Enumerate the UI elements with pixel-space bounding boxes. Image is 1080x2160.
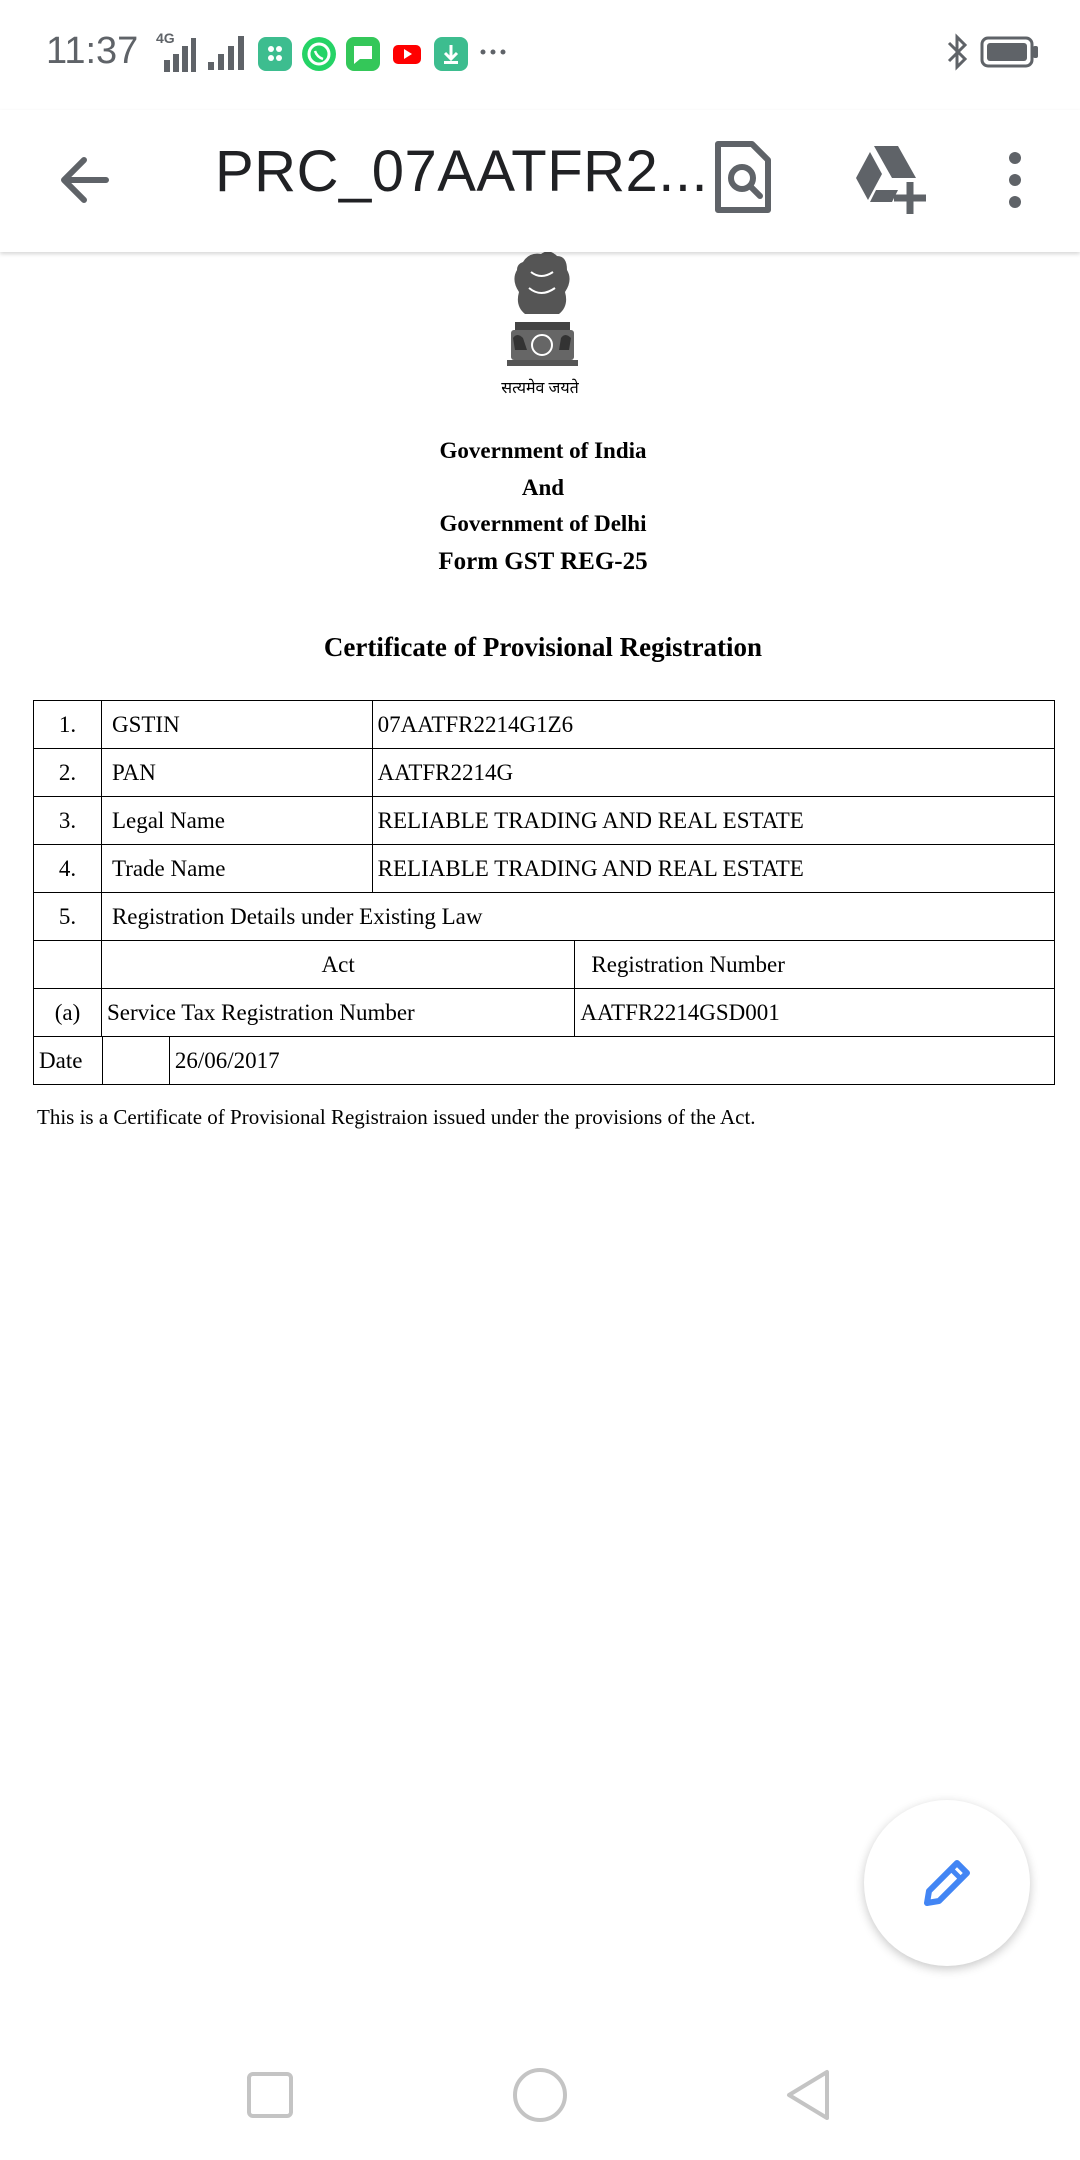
signal-icon-2 <box>206 32 248 77</box>
row-label: Trade Name <box>101 845 372 893</box>
add-to-drive-icon <box>850 138 930 218</box>
row-label: PAN <box>101 749 372 797</box>
signal-icon <box>150 30 196 74</box>
form-name: Form GST REG-25 <box>438 548 648 575</box>
row-label: GSTIN <box>101 701 372 749</box>
app-icon <box>258 37 292 71</box>
youtube-icon <box>390 37 424 71</box>
certificate-title: Certificate of Provisional Registration <box>323 632 763 662</box>
reg-number-value: AATFR2214GSD001 <box>575 989 1055 1037</box>
table-row <box>34 989 1055 1037</box>
battery-icon <box>980 34 1040 75</box>
table-row <box>34 845 1055 893</box>
section-label: Registration Details under Existing Law <box>101 893 1054 941</box>
network-type-label: 4G <box>156 30 175 46</box>
download-icon <box>434 37 468 71</box>
date-label: Date <box>34 1037 103 1084</box>
heading-line-2: And <box>521 475 565 500</box>
empty-cell <box>34 941 102 989</box>
recents-button[interactable] <box>235 2060 305 2130</box>
row-label: Legal Name <box>101 797 372 845</box>
date-value: 26/06/2017 <box>169 1037 1054 1085</box>
heading-line-3: Government of Delhi <box>439 511 647 536</box>
date-label-cell <box>34 1037 170 1085</box>
recents-square-icon <box>235 2060 305 2130</box>
national-emblem-icon <box>495 252 590 374</box>
arrow-left-icon <box>52 146 120 214</box>
app-bar <box>0 110 1080 252</box>
table-row <box>34 893 1055 941</box>
footnote: This is a Certificate of Provisional Registraion issued under the provisions of the Act. <box>37 1105 756 1129</box>
registration-table <box>33 700 1055 1085</box>
back-triangle-icon <box>775 2060 845 2130</box>
table-row <box>34 749 1055 797</box>
table-row <box>34 1037 1055 1085</box>
status-bar <box>0 0 1080 110</box>
status-icons <box>150 32 518 76</box>
status-right <box>944 32 1040 77</box>
home-circle-icon <box>505 2060 575 2130</box>
row-value: RELIABLE TRADING AND REAL ESTATE <box>372 797 1054 845</box>
row-number: 1. <box>34 701 102 749</box>
row-number: 3. <box>34 797 102 845</box>
find-in-document-icon <box>708 138 778 218</box>
edit-button[interactable] <box>864 1800 1030 1966</box>
date-subtable <box>34 1037 169 1084</box>
find-in-document-button[interactable] <box>708 138 778 218</box>
emblem-motto: सत्यमेव जयते <box>501 380 579 397</box>
act-header: Act <box>101 941 574 989</box>
table-row <box>34 941 1055 989</box>
system-nav-bar <box>0 2030 1080 2160</box>
row-value: AATFR2214G <box>372 749 1054 797</box>
date-spacer <box>103 1037 169 1084</box>
row-value: 07AATFR2214G1Z6 <box>372 701 1054 749</box>
row-number: 4. <box>34 845 102 893</box>
home-button[interactable] <box>505 2060 575 2130</box>
table-row <box>34 701 1055 749</box>
row-value: RELIABLE TRADING AND REAL ESTATE <box>372 845 1054 893</box>
reg-number-header: Registration Number <box>575 941 1055 989</box>
more-dots-icon <box>478 35 508 74</box>
row-number: (a) <box>34 989 102 1037</box>
edit-pencil-icon <box>917 1853 977 1913</box>
whatsapp-icon <box>302 37 336 71</box>
add-to-drive-button[interactable] <box>850 138 930 218</box>
more-vert-icon <box>990 142 1040 218</box>
bluetooth-icon <box>944 32 970 77</box>
back-nav-button[interactable] <box>775 2060 845 2130</box>
status-time: 11:37 <box>46 30 139 72</box>
act-value: Service Tax Registration Number <box>101 989 574 1037</box>
document-title: PRC_07AATFR2... <box>215 139 709 204</box>
heading-line-1: Government of India <box>439 438 647 463</box>
back-button[interactable] <box>52 146 120 214</box>
row-number: 5. <box>34 893 102 941</box>
messages-icon <box>346 37 380 71</box>
table-row <box>34 797 1055 845</box>
row-number: 2. <box>34 749 102 797</box>
more-options-button[interactable] <box>990 142 1040 218</box>
